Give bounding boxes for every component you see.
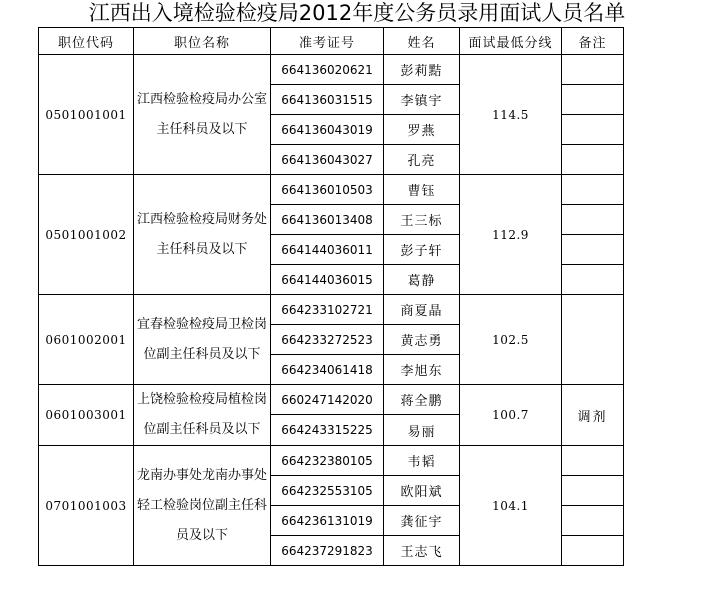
- candidate-name: 彭子轩: [384, 235, 460, 265]
- ticket-number: 664243315225: [271, 415, 384, 446]
- position-code: 0701001003: [39, 446, 134, 566]
- ticket-number: 664232553105: [271, 476, 384, 506]
- ticket-number: 664232380105: [271, 446, 384, 476]
- candidate-name: 易丽: [384, 415, 460, 446]
- candidate-name: 龚征宇: [384, 506, 460, 536]
- ticket-number: 664237291823: [271, 536, 384, 566]
- candidate-name: 欧阳斌: [384, 476, 460, 506]
- candidate-name: 王志飞: [384, 536, 460, 566]
- min-score: 100.7: [460, 385, 562, 446]
- candidate-name: 蒋全鹏: [384, 385, 460, 415]
- note-cell: [562, 446, 624, 476]
- note-cell: [562, 115, 624, 145]
- ticket-number: 664136013408: [271, 205, 384, 235]
- ticket-number: 664236131019: [271, 506, 384, 536]
- table-row: [39, 385, 624, 415]
- position-name: 江西检验检疫局办公室主任科员及以下: [134, 55, 271, 175]
- candidate-name: 曹钰: [384, 175, 460, 205]
- candidate-name: 葛静: [384, 265, 460, 295]
- table-row: [39, 295, 624, 325]
- header-row: [39, 28, 624, 55]
- position-name: 上饶检验检疫局植检岗位副主任科员及以下: [134, 385, 271, 446]
- candidate-name: 李镇宇: [384, 85, 460, 115]
- note-cell: [562, 55, 624, 85]
- ticket-number: 664136043019: [271, 115, 384, 145]
- header-position-code: 职位代码: [39, 28, 134, 55]
- position-name: 龙南办事处龙南办事处轻工检验岗位副主任科员及以下: [134, 446, 271, 566]
- table-row: [39, 55, 624, 85]
- page-title: 江西出入境检验检疫局2012年度公务员录用面试人员名单: [88, 1, 626, 25]
- note-cell: [562, 145, 624, 175]
- min-score: 104.1: [460, 446, 562, 566]
- candidate-name: 李旭东: [384, 355, 460, 385]
- header-name: 姓名: [384, 28, 460, 55]
- candidate-name: 韦韬: [384, 446, 460, 476]
- header-position-name: 职位名称: [134, 28, 271, 55]
- note-cell: [562, 175, 624, 205]
- min-score: 114.5: [460, 55, 562, 175]
- ticket-number: 664234061418: [271, 355, 384, 385]
- ticket-number: 664136020621: [271, 55, 384, 85]
- position-code: 0501001002: [39, 175, 134, 295]
- ticket-number: 664233272523: [271, 325, 384, 355]
- position-code: 0601003001: [39, 385, 134, 446]
- candidate-name: 孔亮: [384, 145, 460, 175]
- position-name: 宜春检验检疫局卫检岗位副主任科员及以下: [134, 295, 271, 385]
- note-cell: 调剂: [562, 385, 624, 446]
- position-code: 0501001001: [39, 55, 134, 175]
- position-code: 0601002001: [39, 295, 134, 385]
- position-name: 江西检验检疫局财务处主任科员及以下: [134, 175, 271, 295]
- candidate-name: 彭莉黠: [384, 55, 460, 85]
- min-score: 102.5: [460, 295, 562, 385]
- header-min-score: 面试最低分线: [460, 28, 562, 55]
- candidate-name: 王三标: [384, 205, 460, 235]
- note-cell: [562, 205, 624, 235]
- header-notes: 备注: [562, 28, 624, 55]
- note-cell: [562, 476, 624, 506]
- table-row: [39, 175, 624, 205]
- ticket-number: 660247142020: [271, 385, 384, 415]
- note-cell: [562, 506, 624, 536]
- ticket-number: 664136031515: [271, 85, 384, 115]
- interview-list-table: [38, 27, 624, 566]
- ticket-number: 664136043027: [271, 145, 384, 175]
- ticket-number: 664233102721: [271, 295, 384, 325]
- note-cell: [562, 536, 624, 566]
- header-ticket-number: 准考证号: [271, 28, 384, 55]
- ticket-number: 664136010503: [271, 175, 384, 205]
- candidate-name: 罗燕: [384, 115, 460, 145]
- note-cell: [562, 85, 624, 115]
- min-score: 112.9: [460, 175, 562, 295]
- table-row: [39, 446, 624, 476]
- candidate-name: 商夏晶: [384, 295, 460, 325]
- ticket-number: 664144036015: [271, 265, 384, 295]
- note-cell: [562, 295, 624, 385]
- ticket-number: 664144036011: [271, 235, 384, 265]
- note-cell: [562, 265, 624, 295]
- note-cell: [562, 235, 624, 265]
- candidate-name: 黄志勇: [384, 325, 460, 355]
